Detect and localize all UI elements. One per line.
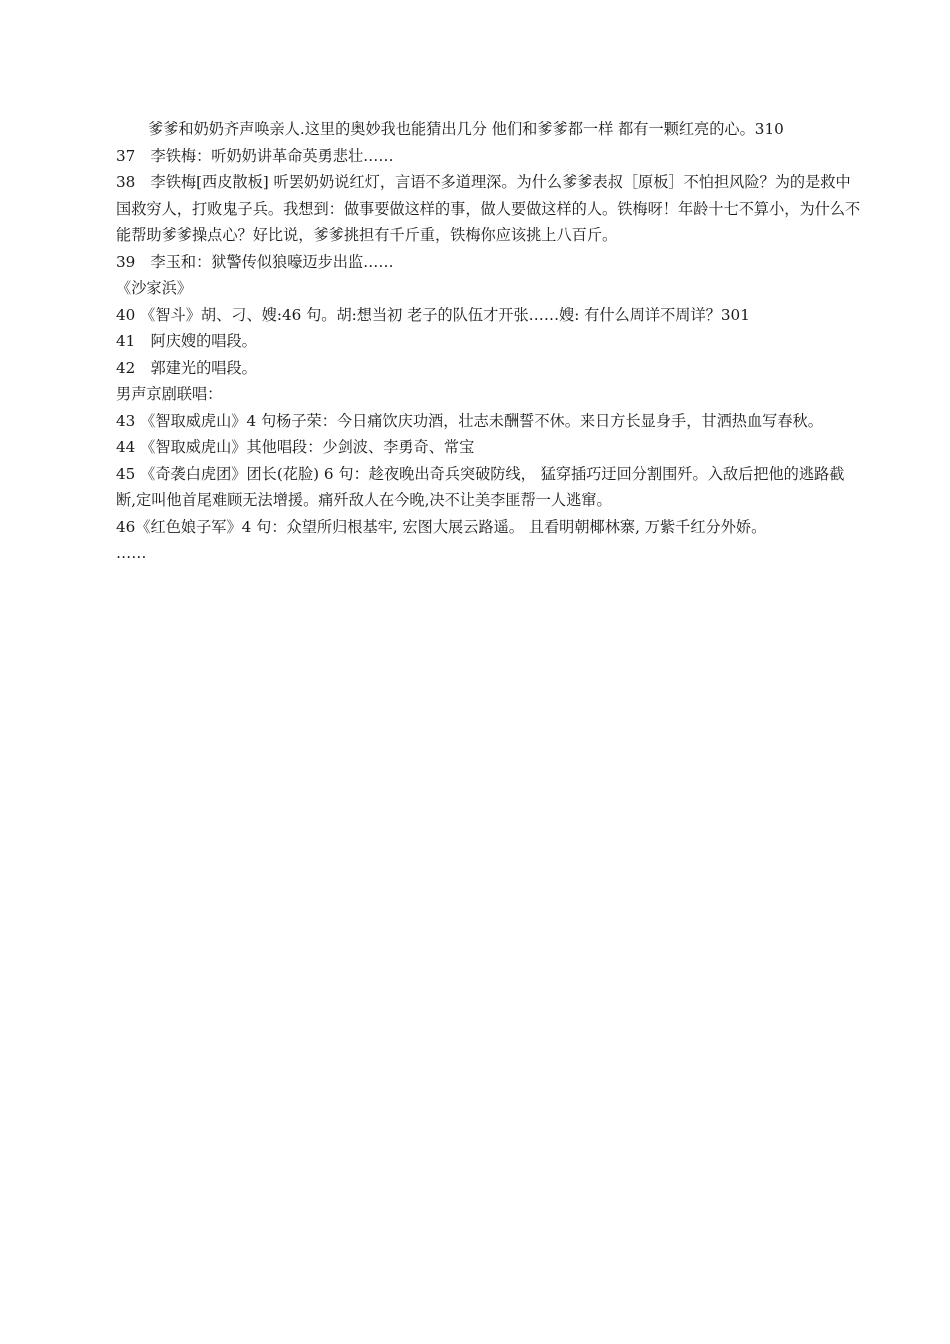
text-line-37: 37 李铁梅：听奶奶讲革命英勇悲壮…… [116, 146, 394, 165]
document-body [116, 116, 864, 567]
text-line-42: 42 郭建光的唱段。 [116, 358, 257, 377]
text-line-46: 46《红色娘子军》4 句：众望所归根基牢, 宏图大展云路遥。 且看明朝椰林寨, 万紫千红分外娇。 [116, 517, 767, 536]
text-line-38: 38 李铁梅[西皮散板] 听罢奶奶说红灯，言语不多道理深。为什么爹爹表叔［原板］不怕担风险？为的是救中国救穷人，打败鬼子兵。我想到：做事要做这样的事，做人要做这样的人。铁梅呀！年龄十七不算小，为什么不能帮助爹爹操点心？好比说，爹爹挑担有千斤重，铁梅你应该挑上八百斤。 [116, 173, 861, 244]
text-line-44: 44 《智取威虎山》其他唱段：少剑波、李勇奇、常宝 [116, 438, 475, 456]
text-line-40: 40 《智斗》胡、刁、嫂:46 句。胡:想当初 老子的队伍才开张……嫂: 有什么周详不周详？301 [116, 305, 750, 324]
text-line-39: 39 李玉和：狱警传似狼嚎迈步出监…… [116, 252, 394, 271]
section-heading-shajiabang: 《沙家浜》 [116, 279, 192, 297]
section-heading-male-medley: 男声京剧联唱： [116, 385, 223, 403]
text-line-43: 43 《智取威虎山》4 句杨子荣：今日痛饮庆功酒，壮志未酬誓不休。来日方长显身手，甘洒热血写春秋。 [116, 411, 823, 430]
ellipsis-line: …… [116, 544, 147, 562]
text-line-intro: 爹爹和奶奶齐声唤亲人.这里的奥妙我也能猜出几分 他们和爹爹都一样 都有一颗红亮的心。310 [148, 120, 784, 138]
text-line-41: 41 阿庆嫂的唱段。 [116, 332, 257, 350]
text-line-45: 45 《奇袭白虎团》团长(花脸) 6 句：趁夜晚出奇兵突破防线， 猛穿插巧迂回分割围歼。入敌后把他的逃路截断,定叫他首尾难顾无法增援。痛歼敌人在今晚,决不让美李匪帮一人逃窜。 [116, 464, 845, 509]
